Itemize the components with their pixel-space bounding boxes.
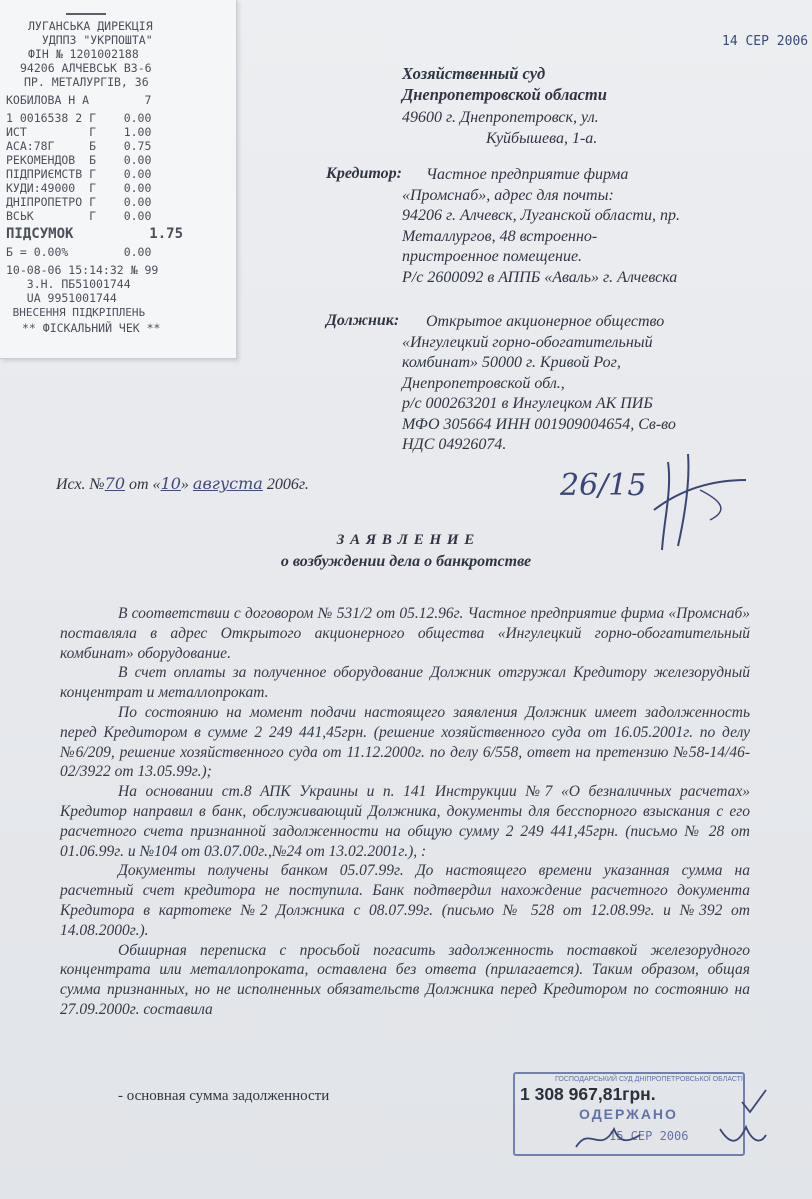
court-name bbox=[402, 63, 607, 105]
receipt-line: РЕКОМЕНДОВ Б 0.00 bbox=[6, 153, 152, 167]
receipt-line: ДНІПРОПЕТРО Г 0.00 bbox=[6, 195, 152, 209]
receipt-line: КОБИЛОВА Н А 7 bbox=[6, 93, 152, 107]
body-paragraph: В счет оплаты за полученное оборудование Должник отгружал Кредитору железорудный концентрат и металлопрокат. bbox=[60, 664, 750, 702]
creditor-line: 94206 г. Алчевск, Луганской области, пр. bbox=[402, 207, 680, 224]
receipt-line: 3.Н. ПБ51001744 bbox=[6, 277, 131, 291]
outgoing-number-line bbox=[56, 474, 309, 494]
debtor-line: Днепропетровской обл., bbox=[402, 374, 565, 392]
receipt-line: ВСЬК Г 0.00 bbox=[6, 209, 152, 223]
statement-body bbox=[60, 604, 750, 1020]
stamp-court-name: ГОСПОДАРСЬКИЙ СУД ДНІПРОПЕТРОВСЬКОЇ ОБЛАСТІ bbox=[555, 1076, 743, 1083]
receipt-line: ВНЕСЕННЯ ПІДКРІПЛЕНЬ bbox=[6, 306, 146, 319]
body-paragraph: По состоянию на момент подачи настоящего заявления Должник имеет задолженность перед Кредитором в сумме 2 249 441,45грн. (решение хозяйственного суда от 16.05.2001г. по делу №6/209, решение хозяйственного суда от 11.12.2000г. по делу 6/558, ответ на претензию №58-14/46-02/3922 от 13.05.99г.); bbox=[60, 703, 750, 781]
receipt-line: 94206 АЛЧЕВСЬК ВЗ-6 bbox=[20, 61, 152, 75]
outgoing-prefix: Исх. № bbox=[56, 476, 105, 493]
document-title: З А Я В Л Е Н И Е bbox=[336, 532, 476, 548]
outgoing-year: 2006г. bbox=[266, 476, 309, 493]
creditor-line: пристроенное помещение. bbox=[402, 248, 583, 265]
debtor-line: р/с 000263201 в Ингулецком АК ПИБ bbox=[402, 395, 653, 412]
summary-label: - основная сумма задолженности bbox=[118, 1088, 330, 1104]
creditor-line: Частное предприятие фирма bbox=[426, 166, 629, 183]
debtor-line: «Ингулецкий горно-обогатительный bbox=[402, 333, 653, 351]
document-subtitle: о возбуждении дела о банкротстве bbox=[280, 553, 532, 570]
receipt-datetime: 10-08-06 15:14:32 № 99 bbox=[6, 263, 159, 277]
court-address-line: 49600 г. Днепропетровск, ул. bbox=[402, 109, 599, 126]
creditor-block bbox=[402, 165, 680, 288]
check-mark-icon bbox=[740, 1086, 770, 1116]
debtor-label: Должник: bbox=[326, 312, 400, 329]
postal-receipt bbox=[0, 0, 237, 359]
creditor-bank-line: Р/с 2600092 в АППБ «Аваль» г. Алчевска bbox=[402, 268, 678, 286]
debtor-line: НДС 04926074. bbox=[402, 436, 507, 453]
stamp-received-word: ОДЕРЖАНО bbox=[579, 1106, 678, 1122]
receipt-fiscal-label: ** ФІСКАЛЬНИЙ ЧЕК ** bbox=[22, 321, 161, 335]
outgoing-mid2: » bbox=[180, 476, 189, 493]
receipt-line: UA 9951001744 bbox=[6, 291, 117, 305]
court-address bbox=[402, 108, 599, 149]
debtor-line: комбинат» 50000 г. Кривой Рог, bbox=[402, 354, 621, 371]
debtor-line: Открытое акционерное общество bbox=[426, 313, 665, 330]
receipt-line: УДППЗ "УКРПОШТА" bbox=[28, 33, 153, 47]
court-address-line: Куйбышева, 1-а. bbox=[486, 129, 598, 147]
incoming-date-stamp: 14 СЕР 2006 bbox=[722, 34, 809, 49]
outgoing-number: 70 bbox=[104, 474, 125, 493]
creditor-line: Металлургов, 48 встроенно- bbox=[402, 227, 598, 245]
body-paragraph: В соответствии с договором № 531/2 от 05.12.96г. Частное предприятие фирма «Промснаб» поставляла в адрес Открытого акционерного общества «Ингулецкий горно-обогатительный комбинат» оборудование. bbox=[60, 605, 750, 662]
receipt-total: ПІДСУМОК 1.75 bbox=[6, 226, 184, 242]
creditor-label: Кредитор: bbox=[326, 165, 402, 182]
receipt-line: ЛУГАНСЬКА ДИРЕКЦІЯ bbox=[28, 19, 153, 33]
receipt-line: 1 0016538 2 Г 0.00 bbox=[6, 111, 152, 125]
body-paragraph: Документы получены банком 05.07.99г. До настоящего времени указанная сумма на расчетный счет кредитора не поступила. Банк подтвердил нахождение расчетного документа Кредитора в картотеке №2 Должника с 08.07.99г. (письмо № 528 от 12.08.99г. и №392 от 14.08.2000г.). bbox=[60, 862, 750, 939]
receipt-line: ПІДПРИЄМСТВ Г 0.00 bbox=[6, 167, 152, 181]
body-paragraph: Обширная переписка с просьбой погасить задолженность поставкой железорудного концентрата или металлопроката, оставлена без ответа (прилагается). Таким образом, общая сумма признанных, но не исполненных обязательств Должника перед Кредитором по состоянию на 27.09.2000г. составила bbox=[60, 941, 750, 1018]
outgoing-mid: от « bbox=[129, 476, 161, 493]
creditor-line: «Промснаб», адрес для почты: bbox=[402, 186, 614, 204]
debtor-block bbox=[402, 312, 676, 456]
receipt-line: Б = 0.00% 0.00 bbox=[6, 245, 152, 259]
stamp-received-date: 15 СЕР 2006 bbox=[609, 1129, 689, 1143]
receipt-line: ФІН № 1201002188 bbox=[28, 47, 139, 61]
receipt-line: АСА:78Г Б 0.75 bbox=[6, 139, 152, 153]
court-name-line: Днепропетровской области bbox=[402, 85, 607, 104]
debtor-line: МФО 305664 ИНН 001909004654, Св-во bbox=[402, 415, 676, 433]
summary-amount: 1 308 967,81грн. bbox=[520, 1084, 656, 1104]
outgoing-day: 10 bbox=[160, 474, 181, 493]
court-name-line: Хозяйственный суд bbox=[402, 64, 546, 83]
receipt-line: КУДИ:49000 Г 0.00 bbox=[6, 181, 152, 195]
receipt-top-rule bbox=[66, 13, 106, 15]
handwritten-resolution: 26/15 bbox=[560, 468, 647, 503]
stamp-signature-icon bbox=[570, 1115, 770, 1160]
outgoing-month: августа bbox=[192, 474, 263, 493]
receipt-line: ИСТ Г 1.00 bbox=[6, 125, 152, 139]
body-paragraph: На основании ст.8 АПК Украины и п. 141 Инструкции №7 «О безналичных расчетах» Кредитор направил в банк, обслуживающий Должника, документы для бесспорного взыскания с его расчетного счета признанной задолженности на общую сумму 2 249 441,45грн. (письмо № 28 от 01.06.99г. и №104 от 03.07.00г.,№24 от 13.02.2001г.), : bbox=[60, 783, 750, 860]
receipt-line: ПР. МЕТАЛУРГІВ, 36 bbox=[24, 75, 149, 89]
